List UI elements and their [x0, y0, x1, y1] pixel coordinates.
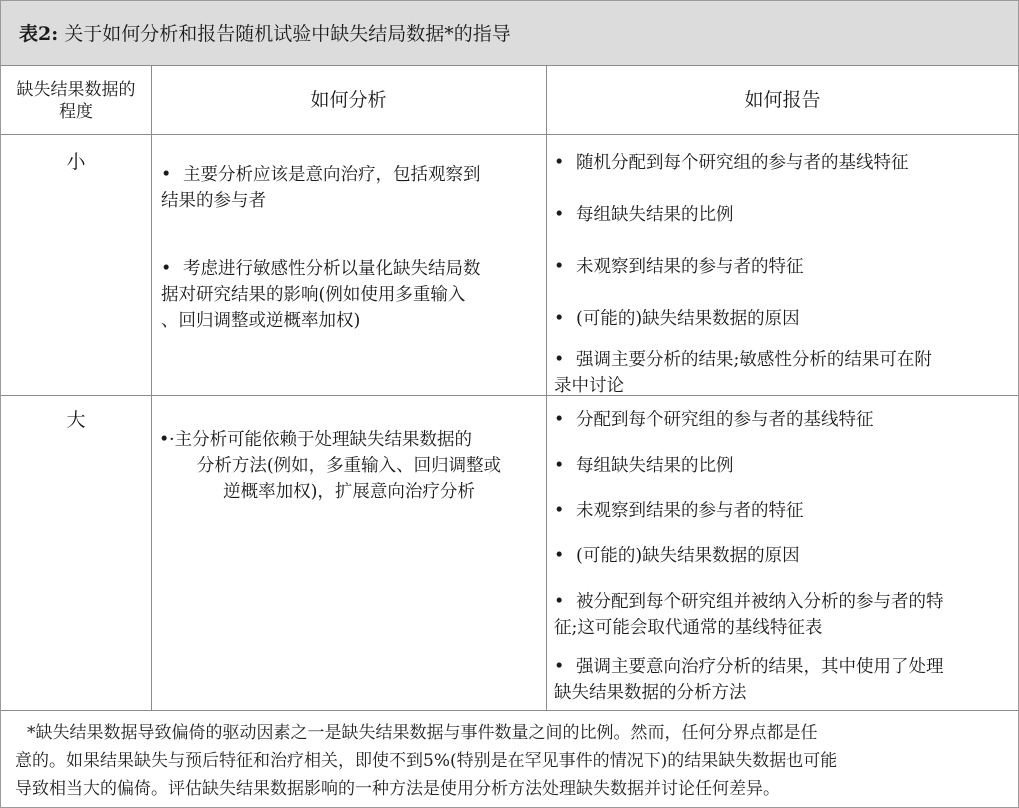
- column-divider-1: [151, 66, 152, 710]
- footnote-line-3: 导致相当大的偏倚。评估缺失结果数据影响的一种方法是使用分析方法处理缺失数据并讨论任何差异。: [15, 779, 780, 799]
- report-item-large-2: • 每组缺失结果的比例: [554, 456, 734, 476]
- footnote-line-2: 意的。如果结果缺失与预后特征和治疗相关，即使不到5%(特别是在罕见事件的情况下)的结果缺失数据也可能: [15, 751, 838, 771]
- footnote-divider: [1, 710, 1018, 711]
- header-analysis: 如何分析: [310, 89, 387, 111]
- analysis-item-small-2: • 考虑进行敏感性分析以量化缺失结局数 据对研究结果的影响(例如使用多重输入 、回归调整或逆概率加权): [161, 256, 481, 334]
- report-item-small-4: • (可能的)缺失结果数据的原因: [554, 309, 800, 329]
- degree-small: 小: [66, 151, 86, 173]
- column-divider-2: [546, 66, 547, 710]
- table-caption: 关于如何分析和报告随机试验中缺失结局数据*的指导: [64, 23, 511, 45]
- header-degree-line1: 缺失结果数据的: [16, 80, 136, 100]
- report-item-large-1: • 分配到每个研究组的参与者的基线特征: [554, 410, 874, 430]
- bullet: •: [161, 165, 172, 185]
- report-item-small-1: • 随机分配到每个研究组的参与者的基线特征: [554, 153, 909, 173]
- report-item-large-3: • 未观察到结果的参与者的特征: [554, 501, 804, 521]
- bullet: •: [161, 259, 172, 279]
- report-item-large-6: • 强调主要意向治疗分析的结果，其中使用了处理 缺失结果数据的分析方法: [554, 657, 944, 703]
- analysis-item-small-1: • 主要分析应该是意向治疗，包括观察到 结果的参与者: [161, 162, 481, 214]
- footnote: [15, 719, 1011, 803]
- header-degree: [1, 79, 151, 123]
- report-item-small-5: • 强调主要分析的结果;敏感性分析的结果可在附 录中讨论: [554, 350, 932, 396]
- report-item-small-3: • 未观察到结果的参与者的特征: [554, 257, 804, 277]
- report-item-large-5: • 被分配到每个研究组并被纳入分析的参与者的特 征;这可能会取代通常的基线特征表: [554, 592, 944, 638]
- table-title-bar: [1, 1, 1018, 66]
- table-title: [19, 19, 511, 46]
- degree-large: 大: [66, 409, 86, 431]
- header-report: 如何报告: [744, 89, 821, 111]
- report-item-large-4: • (可能的)缺失结果数据的原因: [554, 546, 800, 566]
- header-degree-line2: 程度: [59, 102, 93, 122]
- report-item-small-2: • 每组缺失结果的比例: [554, 205, 734, 225]
- analysis-item-large-1: •·主分析可能依赖于处理缺失结果数据的 分析方法(例如，多重输入、回归调整或 逆概率加权)，扩展意向治疗分析: [159, 430, 502, 502]
- table-number: 表2:: [19, 23, 59, 45]
- footnote-line-1: *缺失结果数据导致偏倚的驱动因素之一是缺失结果数据与事件数量之间的比例。然而，任何分界点都是任: [27, 723, 818, 743]
